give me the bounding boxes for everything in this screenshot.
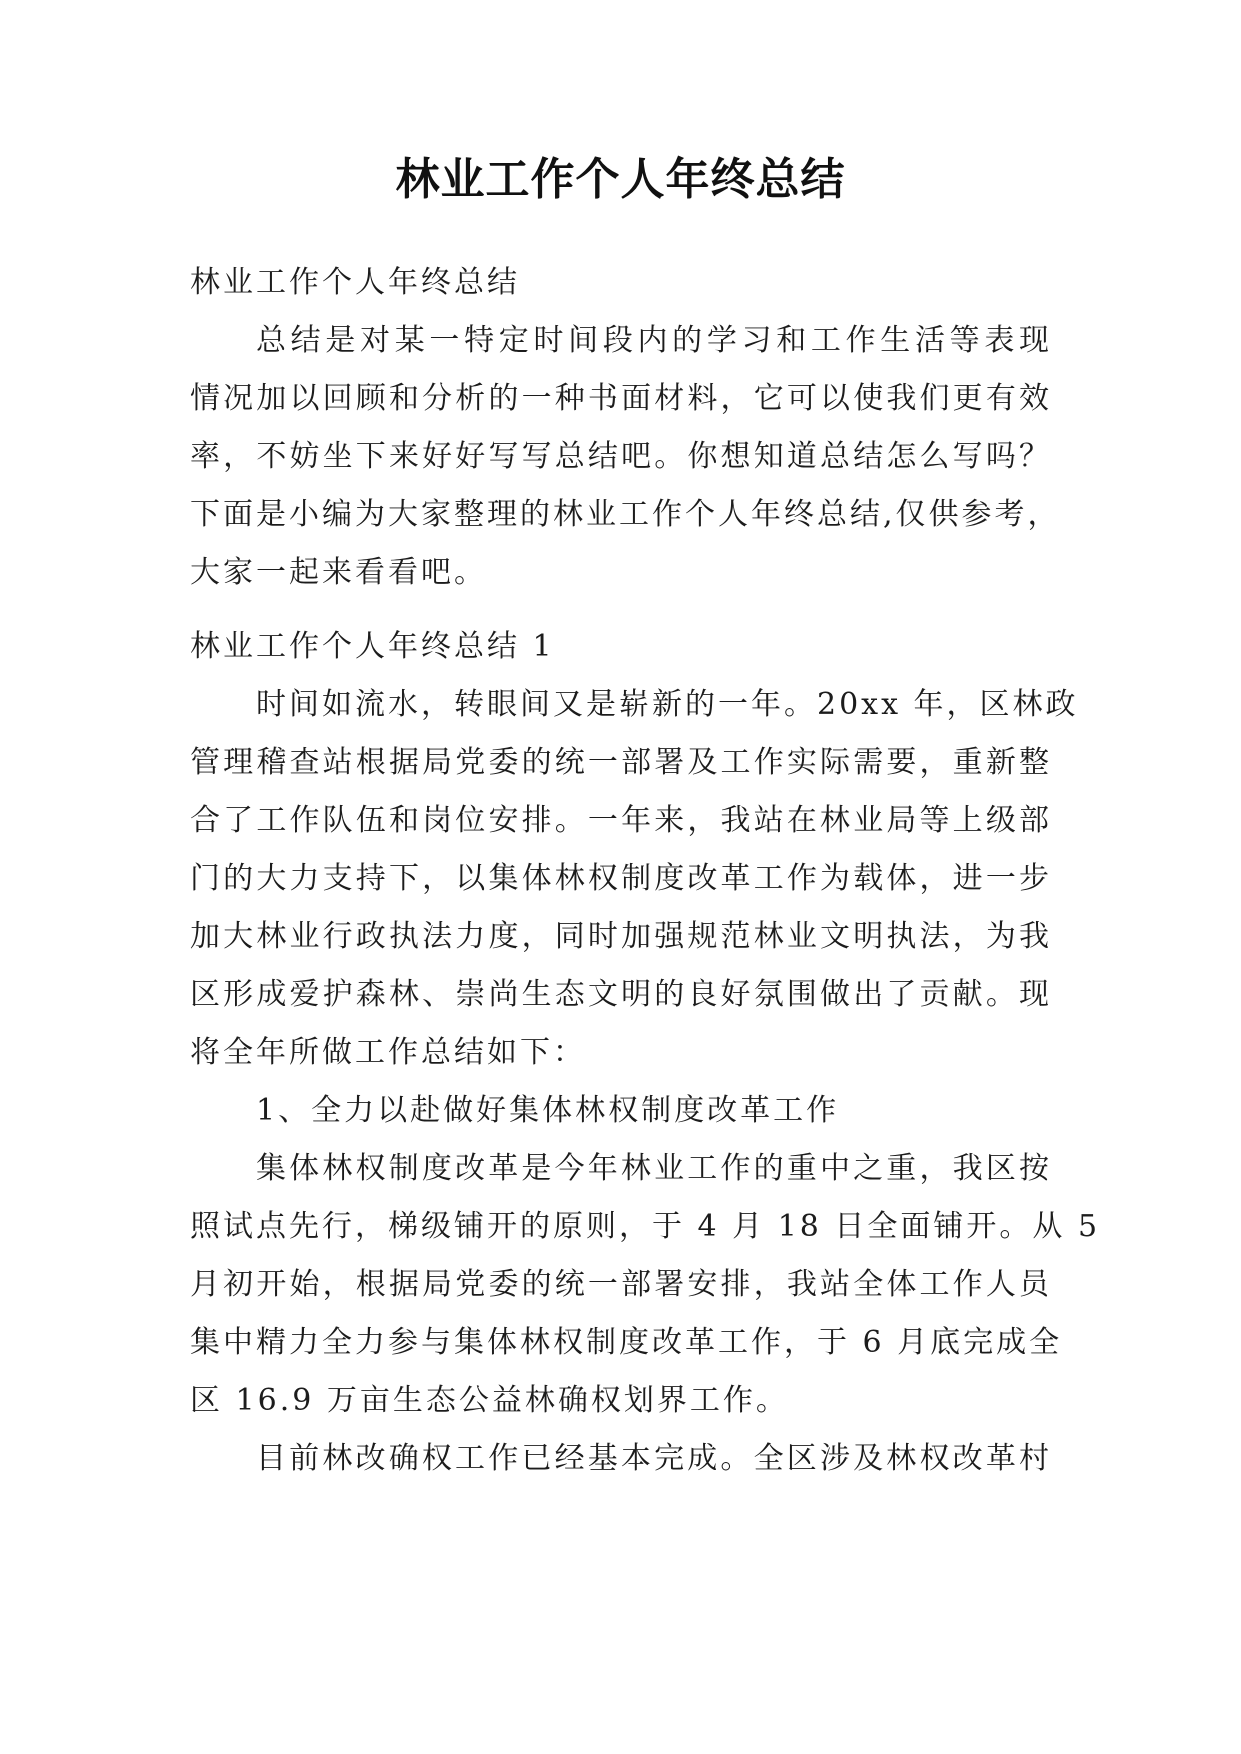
paragraph-line: 月初开始，根据局党委的统一部署安排，我站全体工作人员	[190, 1267, 1052, 1302]
paragraph-line: 门的大力支持下，以集体林权制度改革工作为载体，进一步	[190, 861, 1052, 896]
intro-line: 率，不妨坐下来好好写写总结吧。你想知道总结怎么写吗？	[190, 439, 1052, 474]
paragraph-line: 时间如流水，转眼间又是崭新的一年。20xx 年，区林政	[256, 687, 1079, 722]
intro-line: 总结是对某一特定时间段内的学习和工作生活等表现	[256, 323, 1052, 358]
document-title: 林业工作个人年终总结	[395, 154, 846, 205]
section-1-heading: 林业工作个人年终总结 1	[190, 629, 555, 664]
paragraph-line: 照试点先行，梯级铺开的原则，于 4 月 18 日全面铺开。从 5	[190, 1209, 1101, 1244]
section-1	[190, 618, 1101, 1488]
paragraph-line: 目前林改确权工作已经基本完成。全区涉及林权改革村	[256, 1441, 1052, 1476]
intro-heading: 林业工作个人年终总结	[190, 265, 520, 300]
intro-line: 下面是小编为大家整理的林业工作个人年终总结,仅供参考，	[190, 497, 1061, 532]
paragraph-line: 区 16.9 万亩生态公益林确权划界工作。	[190, 1383, 789, 1418]
intro-line: 情况加以回顾和分析的一种书面材料，它可以使我们更有效	[190, 381, 1052, 416]
paragraph-line: 管理稽查站根据局党委的统一部署及工作实际需要，重新整	[190, 745, 1052, 780]
paragraph-line: 合了工作队伍和岗位安排。一年来，我站在林业局等上级部	[190, 803, 1052, 838]
paragraph-line: 集中精力全力参与集体林权制度改革工作，于 6 月底完成全	[190, 1325, 1063, 1360]
paragraph-line: 区形成爱护森林、崇尚生态文明的良好氛围做出了贡献。现	[190, 977, 1052, 1012]
paragraph-line: 加大林业行政执法力度，同时加强规范林业文明执法，为我	[190, 919, 1052, 954]
paragraph-line: 将全年所做工作总结如下：	[190, 1035, 586, 1070]
paragraph-line: 集体林权制度改革是今年林业工作的重中之重，我区按	[256, 1151, 1052, 1186]
intro-line: 大家一起来看看吧。	[190, 555, 487, 590]
item-heading: 1、全力以赴做好集体林权制度改革工作	[256, 1093, 840, 1128]
intro-section	[190, 254, 1061, 602]
